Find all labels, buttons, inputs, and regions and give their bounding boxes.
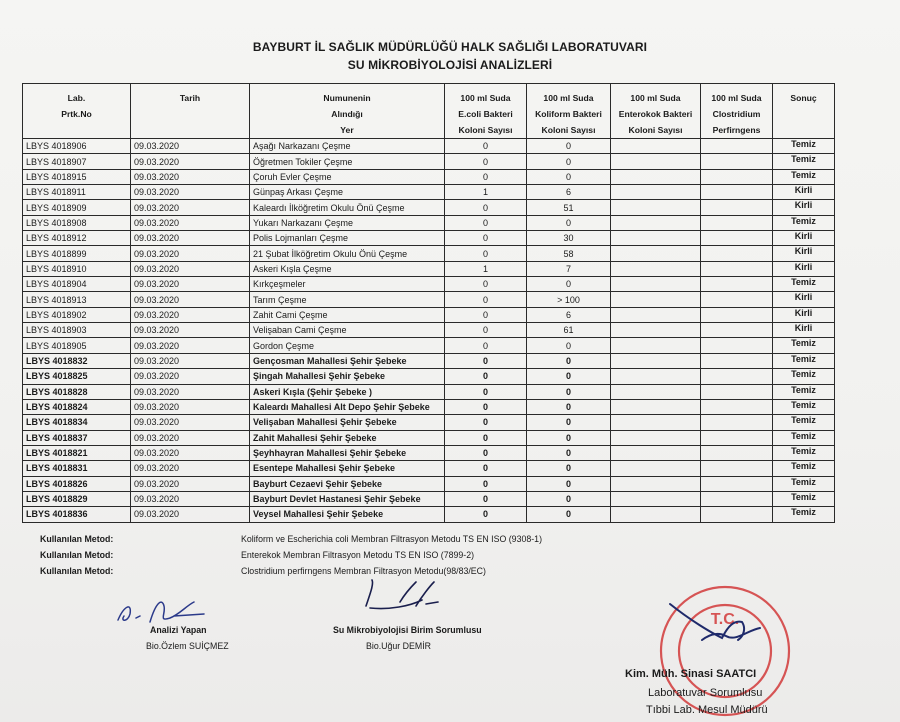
lab-number-cell: LBYS 4018906 bbox=[23, 139, 131, 154]
koliform-count-cell: 0 bbox=[527, 415, 611, 430]
ecoli-count-cell: 0 bbox=[445, 139, 527, 154]
sample-place-cell: Esentepe Mahallesi Şehir Şebeke bbox=[250, 461, 445, 476]
result-cell: Temiz bbox=[773, 445, 835, 460]
lab-number-cell: LBYS 4018915 bbox=[23, 169, 131, 184]
table-row bbox=[23, 369, 835, 384]
enterokok-count-cell bbox=[611, 185, 701, 200]
enterokok-count-cell bbox=[611, 399, 701, 414]
date-cell: 09.03.2020 bbox=[131, 277, 250, 292]
enterokok-count-cell bbox=[611, 476, 701, 491]
koliform-count-cell: 0 bbox=[527, 430, 611, 445]
result-cell: Kirli bbox=[773, 292, 835, 307]
sample-place-cell: Velişaban Mahallesi Şehir Şebeke bbox=[250, 415, 445, 430]
ecoli-count-cell: 0 bbox=[445, 353, 527, 368]
lab-number-cell: LBYS 4018905 bbox=[23, 338, 131, 353]
clostridium-cell bbox=[701, 384, 773, 399]
result-cell: Temiz bbox=[773, 507, 835, 522]
date-cell: 09.03.2020 bbox=[131, 369, 250, 384]
lab-number-cell: LBYS 4018902 bbox=[23, 307, 131, 322]
result-cell: Kirli bbox=[773, 307, 835, 322]
ecoli-count-cell: 1 bbox=[445, 261, 527, 276]
lab-number-cell: LBYS 4018912 bbox=[23, 231, 131, 246]
koliform-count-cell: 0 bbox=[527, 461, 611, 476]
date-cell: 09.03.2020 bbox=[131, 246, 250, 261]
ecoli-count-cell: 0 bbox=[445, 491, 527, 506]
sample-place-cell: Zahit Cami Çeşme bbox=[250, 307, 445, 322]
result-cell: Temiz bbox=[773, 461, 835, 476]
header-enterokok: 100 ml Suda Enterokok Bakteri Koloni Sayısı bbox=[611, 84, 701, 139]
enterokok-count-cell bbox=[611, 261, 701, 276]
result-cell: Temiz bbox=[773, 215, 835, 230]
date-cell: 09.03.2020 bbox=[131, 430, 250, 445]
table-header-row bbox=[23, 84, 835, 139]
ecoli-count-cell: 0 bbox=[445, 154, 527, 169]
koliform-count-cell: 61 bbox=[527, 323, 611, 338]
date-cell: 09.03.2020 bbox=[131, 215, 250, 230]
date-cell: 09.03.2020 bbox=[131, 507, 250, 522]
result-cell: Kirli bbox=[773, 185, 835, 200]
enterokok-count-cell bbox=[611, 384, 701, 399]
result-cell: Temiz bbox=[773, 169, 835, 184]
table-row bbox=[23, 491, 835, 506]
clostridium-cell bbox=[701, 292, 773, 307]
clostridium-cell bbox=[701, 353, 773, 368]
ecoli-count-cell: 0 bbox=[445, 430, 527, 445]
lab-number-cell: LBYS 4018909 bbox=[23, 200, 131, 215]
lab-number-cell: LBYS 4018831 bbox=[23, 461, 131, 476]
table-row bbox=[23, 185, 835, 200]
analysis-table bbox=[22, 83, 835, 523]
clostridium-cell bbox=[701, 399, 773, 414]
ecoli-count-cell: 0 bbox=[445, 292, 527, 307]
clostridium-cell bbox=[701, 169, 773, 184]
sample-place-cell: Aşağı Narkazanı Çeşme bbox=[250, 139, 445, 154]
table-body bbox=[23, 139, 835, 523]
clostridium-cell bbox=[701, 139, 773, 154]
sample-place-cell: Veysel Mahallesi Şehir Şebeke bbox=[250, 507, 445, 522]
header-date: Tarih bbox=[131, 84, 250, 139]
clostridium-cell bbox=[701, 430, 773, 445]
sample-place-cell: Kırkçeşmeler bbox=[250, 277, 445, 292]
result-cell: Temiz bbox=[773, 369, 835, 384]
table-row bbox=[23, 415, 835, 430]
date-cell: 09.03.2020 bbox=[131, 415, 250, 430]
clostridium-cell bbox=[701, 369, 773, 384]
ecoli-count-cell: 0 bbox=[445, 169, 527, 184]
enterokok-count-cell bbox=[611, 231, 701, 246]
koliform-count-cell: 0 bbox=[527, 154, 611, 169]
table-row bbox=[23, 292, 835, 307]
sample-place-cell: Öğretmen Tokiler Çeşme bbox=[250, 154, 445, 169]
table-row bbox=[23, 200, 835, 215]
koliform-count-cell: 6 bbox=[527, 307, 611, 322]
method-label: Kullanılan Metod: bbox=[40, 566, 114, 576]
date-cell: 09.03.2020 bbox=[131, 200, 250, 215]
ecoli-count-cell: 0 bbox=[445, 277, 527, 292]
table-row bbox=[23, 277, 835, 292]
koliform-count-cell: 0 bbox=[527, 338, 611, 353]
sample-place-cell: Yukarı Narkazanı Çeşme bbox=[250, 215, 445, 230]
enterokok-count-cell bbox=[611, 323, 701, 338]
date-cell: 09.03.2020 bbox=[131, 185, 250, 200]
unit-role: Su Mikrobiyolojisi Birim Sorumlusu bbox=[333, 625, 482, 635]
table-row bbox=[23, 139, 835, 154]
ecoli-count-cell: 0 bbox=[445, 445, 527, 460]
result-cell: Temiz bbox=[773, 338, 835, 353]
sample-place-cell: Günpaş Arkası Çeşme bbox=[250, 185, 445, 200]
lab-number-cell: LBYS 4018908 bbox=[23, 215, 131, 230]
sample-place-cell: Polis Lojmanları Çeşme bbox=[250, 231, 445, 246]
analyst-role: Analizi Yapan bbox=[150, 625, 207, 635]
koliform-count-cell: 0 bbox=[527, 139, 611, 154]
lab-number-cell: LBYS 4018821 bbox=[23, 445, 131, 460]
table-row bbox=[23, 169, 835, 184]
lab-number-cell: LBYS 4018828 bbox=[23, 384, 131, 399]
clostridium-cell bbox=[701, 185, 773, 200]
enterokok-count-cell bbox=[611, 353, 701, 368]
date-cell: 09.03.2020 bbox=[131, 353, 250, 368]
clostridium-cell bbox=[701, 277, 773, 292]
clostridium-cell bbox=[701, 476, 773, 491]
sample-place-cell: Şeyhhayran Mahallesi Şehir Şebeke bbox=[250, 445, 445, 460]
sample-place-cell: Askeri Kışla Çeşme bbox=[250, 261, 445, 276]
table-row bbox=[23, 461, 835, 476]
clostridium-cell bbox=[701, 415, 773, 430]
lab-number-cell: LBYS 4018903 bbox=[23, 323, 131, 338]
sample-place-cell: Çoruh Evler Çeşme bbox=[250, 169, 445, 184]
ecoli-count-cell: 0 bbox=[445, 507, 527, 522]
koliform-count-cell: 0 bbox=[527, 353, 611, 368]
clostridium-cell bbox=[701, 507, 773, 522]
enterokok-count-cell bbox=[611, 338, 701, 353]
date-cell: 09.03.2020 bbox=[131, 445, 250, 460]
koliform-count-cell: 0 bbox=[527, 169, 611, 184]
enterokok-count-cell bbox=[611, 139, 701, 154]
sample-place-cell: Kaleardı İlköğretim Okulu Önü Çeşme bbox=[250, 200, 445, 215]
clostridium-cell bbox=[701, 200, 773, 215]
sample-place-cell: Gençosman Mahallesi Şehir Şebeke bbox=[250, 353, 445, 368]
clostridium-cell bbox=[701, 445, 773, 460]
lab-number-cell: LBYS 4018837 bbox=[23, 430, 131, 445]
sample-place-cell: Zahit Mahallesi Şehir Şebeke bbox=[250, 430, 445, 445]
method-label: Kullanılan Metod: bbox=[40, 534, 114, 544]
ecoli-count-cell: 0 bbox=[445, 461, 527, 476]
date-cell: 09.03.2020 bbox=[131, 139, 250, 154]
lab-number-cell: LBYS 4018911 bbox=[23, 185, 131, 200]
ecoli-count-cell: 0 bbox=[445, 215, 527, 230]
clostridium-cell bbox=[701, 338, 773, 353]
result-cell: Temiz bbox=[773, 476, 835, 491]
header-result: Sonuç bbox=[773, 84, 835, 139]
table-row bbox=[23, 261, 835, 276]
table-row bbox=[23, 323, 835, 338]
date-cell: 09.03.2020 bbox=[131, 231, 250, 246]
date-cell: 09.03.2020 bbox=[131, 461, 250, 476]
clostridium-cell bbox=[701, 461, 773, 476]
result-cell: Temiz bbox=[773, 491, 835, 506]
svg-text:T.C.: T.C. bbox=[710, 611, 740, 628]
lab-number-cell: LBYS 4018836 bbox=[23, 507, 131, 522]
document-subtitle: SU MİKROBİYOLOJİSİ ANALİZLERİ bbox=[347, 58, 553, 72]
result-cell: Temiz bbox=[773, 139, 835, 154]
header-koliform: 100 ml Suda Koliform Bakteri Koloni Sayısı bbox=[527, 84, 611, 139]
koliform-count-cell: 0 bbox=[527, 399, 611, 414]
clostridium-cell bbox=[701, 231, 773, 246]
table-row bbox=[23, 445, 835, 460]
sample-place-cell: Velişaban Cami Çeşme bbox=[250, 323, 445, 338]
result-cell: Temiz bbox=[773, 399, 835, 414]
method-value: Clostridium perfirngens Membran Filtrasyon Metodu(98/83/EC) bbox=[241, 566, 486, 576]
sample-place-cell: Kaleardı Mahallesi Alt Depo Şehir Şebeke bbox=[250, 399, 445, 414]
table-row bbox=[23, 215, 835, 230]
enterokok-count-cell bbox=[611, 415, 701, 430]
date-cell: 09.03.2020 bbox=[131, 338, 250, 353]
ecoli-count-cell: 0 bbox=[445, 399, 527, 414]
table-row bbox=[23, 307, 835, 322]
sample-place-cell: Askeri Kışla (Şehir Şebeke ) bbox=[250, 384, 445, 399]
koliform-count-cell: 0 bbox=[527, 491, 611, 506]
result-cell: Kirli bbox=[773, 231, 835, 246]
result-cell: Temiz bbox=[773, 353, 835, 368]
koliform-count-cell: 7 bbox=[527, 261, 611, 276]
result-cell: Kirli bbox=[773, 246, 835, 261]
method-value: Enterekok Membran Filtrasyon Metodu TS EN ISO (7899-2) bbox=[241, 550, 475, 560]
unit-signature bbox=[360, 576, 450, 622]
header-clostridium: 100 ml Suda Clostridium Perfirngens bbox=[701, 84, 773, 139]
date-cell: 09.03.2020 bbox=[131, 307, 250, 322]
result-cell: Temiz bbox=[773, 415, 835, 430]
date-cell: 09.03.2020 bbox=[131, 323, 250, 338]
clostridium-cell bbox=[701, 323, 773, 338]
date-cell: 09.03.2020 bbox=[131, 399, 250, 414]
result-cell: Temiz bbox=[773, 430, 835, 445]
lab-number-cell: LBYS 4018904 bbox=[23, 277, 131, 292]
enterokok-count-cell bbox=[611, 200, 701, 215]
sample-place-cell: Gordon Çeşme bbox=[250, 338, 445, 353]
official-stamp bbox=[650, 580, 800, 722]
enterokok-count-cell bbox=[611, 445, 701, 460]
lab-number-cell: LBYS 4018829 bbox=[23, 491, 131, 506]
lab-manager-role1: Laboratuvar Sorumlusu bbox=[648, 687, 763, 699]
date-cell: 09.03.2020 bbox=[131, 169, 250, 184]
ecoli-count-cell: 0 bbox=[445, 384, 527, 399]
ecoli-count-cell: 0 bbox=[445, 200, 527, 215]
koliform-count-cell: 0 bbox=[527, 384, 611, 399]
lab-number-cell: LBYS 4018910 bbox=[23, 261, 131, 276]
unit-name: Bio.Uğur DEMİR bbox=[366, 641, 432, 651]
lab-number-cell: LBYS 4018824 bbox=[23, 399, 131, 414]
koliform-count-cell: 0 bbox=[527, 369, 611, 384]
result-cell: Kirli bbox=[773, 200, 835, 215]
ecoli-count-cell: 0 bbox=[445, 369, 527, 384]
method-label: Kullanılan Metod: bbox=[40, 550, 114, 560]
lab-number-cell: LBYS 4018899 bbox=[23, 246, 131, 261]
ecoli-count-cell: 1 bbox=[445, 185, 527, 200]
header-ecoli: 100 ml Suda E.coli Bakteri Koloni Sayısı bbox=[445, 84, 527, 139]
enterokok-count-cell bbox=[611, 491, 701, 506]
ecoli-count-cell: 0 bbox=[445, 323, 527, 338]
koliform-count-cell: 51 bbox=[527, 200, 611, 215]
sample-place-cell: Bayburt Cezaevi Şehir Şebeke bbox=[250, 476, 445, 491]
result-cell: Kirli bbox=[773, 261, 835, 276]
enterokok-count-cell bbox=[611, 292, 701, 307]
date-cell: 09.03.2020 bbox=[131, 154, 250, 169]
table-row bbox=[23, 154, 835, 169]
koliform-count-cell: 58 bbox=[527, 246, 611, 261]
koliform-count-cell: 0 bbox=[527, 476, 611, 491]
table-row bbox=[23, 399, 835, 414]
lab-number-cell: LBYS 4018825 bbox=[23, 369, 131, 384]
table-row bbox=[23, 384, 835, 399]
table-row bbox=[23, 338, 835, 353]
koliform-count-cell: 0 bbox=[527, 507, 611, 522]
analyst-name: Bio.Özlem SUİÇMEZ bbox=[146, 641, 229, 651]
enterokok-count-cell bbox=[611, 246, 701, 261]
lab-number-cell: LBYS 4018913 bbox=[23, 292, 131, 307]
document-title: BAYBURT İL SAĞLIK MÜDÜRLÜĞÜ HALK SAĞLIĞI LABORATUVARI bbox=[252, 40, 648, 54]
koliform-count-cell: 0 bbox=[527, 277, 611, 292]
date-cell: 09.03.2020 bbox=[131, 384, 250, 399]
result-cell: Temiz bbox=[773, 154, 835, 169]
date-cell: 09.03.2020 bbox=[131, 476, 250, 491]
lab-number-cell: LBYS 4018834 bbox=[23, 415, 131, 430]
ecoli-count-cell: 0 bbox=[445, 231, 527, 246]
clostridium-cell bbox=[701, 307, 773, 322]
table-row bbox=[23, 246, 835, 261]
clostridium-cell bbox=[701, 491, 773, 506]
date-cell: 09.03.2020 bbox=[131, 261, 250, 276]
table-row bbox=[23, 476, 835, 491]
koliform-count-cell: 6 bbox=[527, 185, 611, 200]
lab-number-cell: LBYS 4018826 bbox=[23, 476, 131, 491]
enterokok-count-cell bbox=[611, 461, 701, 476]
sample-place-cell: 21 Şubat İlköğretim Okulu Önü Çeşme bbox=[250, 246, 445, 261]
koliform-count-cell: 0 bbox=[527, 445, 611, 460]
ecoli-count-cell: 0 bbox=[445, 415, 527, 430]
ecoli-count-cell: 0 bbox=[445, 307, 527, 322]
ecoli-count-cell: 0 bbox=[445, 246, 527, 261]
header-place: Numunenin Alındığı Yer bbox=[250, 84, 445, 139]
sample-place-cell: Şingah Mahallesi Şehir Şebeke bbox=[250, 369, 445, 384]
enterokok-count-cell bbox=[611, 507, 701, 522]
clostridium-cell bbox=[701, 261, 773, 276]
enterokok-count-cell bbox=[611, 430, 701, 445]
enterokok-count-cell bbox=[611, 307, 701, 322]
enterokok-count-cell bbox=[611, 154, 701, 169]
enterokok-count-cell bbox=[611, 369, 701, 384]
method-value: Koliform ve Escherichia coli Membran Filtrasyon Metodu TS EN ISO (9308-1) bbox=[241, 534, 542, 544]
analyst-block bbox=[150, 625, 207, 635]
enterokok-count-cell bbox=[611, 215, 701, 230]
enterokok-count-cell bbox=[611, 277, 701, 292]
table-row bbox=[23, 353, 835, 368]
koliform-count-cell: > 100 bbox=[527, 292, 611, 307]
sample-place-cell: Bayburt Devlet Hastanesi Şehir Şebeke bbox=[250, 491, 445, 506]
header-lab: Lab. Prtk.No bbox=[23, 84, 131, 139]
koliform-count-cell: 0 bbox=[527, 215, 611, 230]
ecoli-count-cell: 0 bbox=[445, 338, 527, 353]
result-cell: Temiz bbox=[773, 384, 835, 399]
lab-manager-role2: Tıbbi Lab. Mesul Müdürü bbox=[646, 704, 768, 716]
clostridium-cell bbox=[701, 246, 773, 261]
koliform-count-cell: 30 bbox=[527, 231, 611, 246]
result-cell: Temiz bbox=[773, 277, 835, 292]
clostridium-cell bbox=[701, 215, 773, 230]
table-row bbox=[23, 507, 835, 522]
ecoli-count-cell: 0 bbox=[445, 476, 527, 491]
date-cell: 09.03.2020 bbox=[131, 491, 250, 506]
table-row bbox=[23, 231, 835, 246]
date-cell: 09.03.2020 bbox=[131, 292, 250, 307]
sample-place-cell: Tarım Çeşme bbox=[250, 292, 445, 307]
table-row bbox=[23, 430, 835, 445]
lab-manager-name: Kim. Müh. Sinasi SAATCI bbox=[625, 668, 757, 680]
enterokok-count-cell bbox=[611, 169, 701, 184]
lab-number-cell: LBYS 4018907 bbox=[23, 154, 131, 169]
unit-block bbox=[333, 625, 482, 635]
clostridium-cell bbox=[701, 154, 773, 169]
lab-number-cell: LBYS 4018832 bbox=[23, 353, 131, 368]
result-cell: Kirli bbox=[773, 323, 835, 338]
